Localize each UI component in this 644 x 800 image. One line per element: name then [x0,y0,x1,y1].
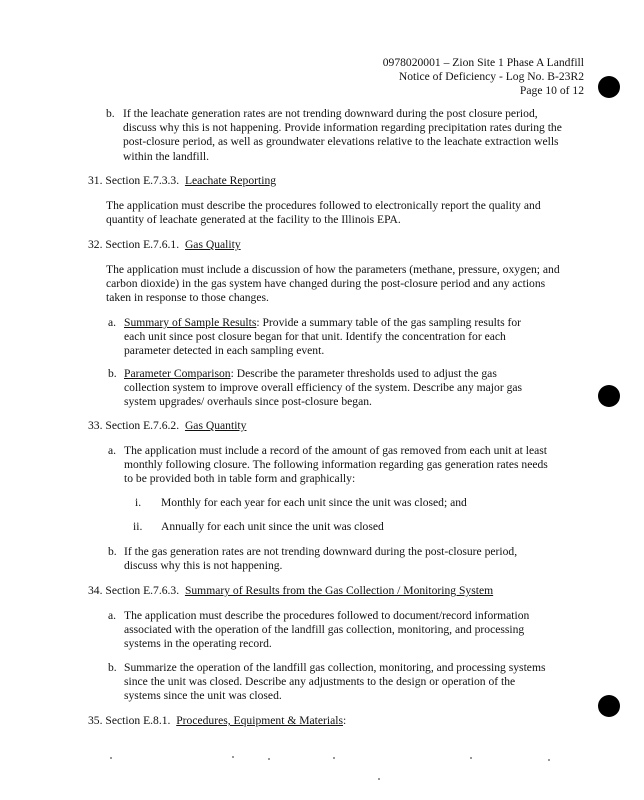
section-33-i-text: Monthly for each year for each unit since the unit was closed; and [161,496,467,509]
scan-speck [470,757,472,759]
section-34-b-text: Summarize the operation of the landfill gas collection, monitoring, and processing systems since the unit was closed. Describe any adjustments to the design or operation of the systems since the unit was closed. [124,661,546,703]
section-31-body: The application must describe the procedures followed to electronically report the quality and quantity of leachate generated at the facility to the Illinois EPA. [106,199,541,227]
section-35-heading [88,714,346,728]
section-33-a-letter: a. [108,444,117,457]
section-32-b-text [124,367,544,410]
section-33-a-text: The application must include a record of the amount of gas removed from each unit at least monthly following closure. The following information regarding gas generation rates needs to be provided both in table form and graphically: [124,444,548,486]
section-35-number: 35. Section E.8.1. [88,714,171,727]
section-32-a-letter: a. [108,316,117,329]
section-34-b-letter: b. [108,661,117,674]
header-site-line: 0978020001 – Zion Site 1 Phase A Landfill [382,56,584,69]
page-header [383,56,584,98]
header-page-number: Page 10 of 12 [519,84,584,97]
section-32-a-text [124,316,544,359]
scan-speck [378,778,380,780]
scan-speck [548,759,550,761]
punch-hole-middle [598,385,620,407]
section-33-ii-text: Annually for each unit since the unit was closed [161,520,384,533]
section-33-title: Gas Quantity [184,419,247,432]
section-33-heading [88,419,246,433]
section-31-number: 31. Section E.7.3.3. [88,174,180,187]
item-b-letter: b. [106,107,115,120]
section-35-suffix: : [343,714,347,727]
section-32-body: The application must include a discussion of how the parameters (methane, pressure, oxygen; and carbon dioxide) in the gas system have changed during the post-closure period and any actions taken in response to those changes. [106,263,560,305]
section-32-b-body: : Describe the parameter thresholds used to adjust the gas collection system to improve overall efficiency of the system. Describe any major gas system upgrades/ overhauls since post-closure began. [124,367,523,409]
section-31-heading [88,174,276,188]
scan-speck [268,758,270,760]
section-32-title: Gas Quality [184,238,241,251]
section-34-a-letter: a. [108,609,117,622]
section-34-title: Summary of Results from the Gas Collection / Monitoring System [184,584,494,597]
section-32-heading [88,238,241,252]
section-33-b-letter: b. [108,545,117,558]
punch-hole-bottom [598,695,620,717]
section-31-title: Leachate Reporting [184,174,277,187]
section-34-heading [88,584,493,598]
scan-speck [110,757,112,759]
section-33-ii-label: ii. [133,520,143,533]
scan-speck [333,757,335,759]
section-35-title: Procedures, Equipment & Materials [176,714,344,727]
section-33-number: 33. Section E.7.6.2. [88,419,180,432]
section-34-a-text: The application must describe the procedures followed to document/record information associated with the operation of the landfill gas collection, monitoring, and processing systems in the operating record. [124,609,530,651]
section-33-b-text: If the gas generation rates are not trending downward during the post-closure period, discuss why this is not happening. [124,545,518,573]
section-32-a-body: : Provide a summary table of the gas sampling results for each unit since post closure began for that unit. Identify the concentration for each parameter detected in each sampling event. [124,316,522,358]
scan-speck [232,756,234,758]
section-34-number: 34. Section E.7.6.3. [88,584,180,597]
item-b-text: If the leachate generation rates are not trending downward during the post closure period, discuss why this is not happening. Provide information regarding precipitation rates during the post-closure period, as well as groundwater elevations relative to the leachate extraction wells within the landfill. [123,107,562,163]
section-32-a-title: Summary of Sample Results [124,316,257,329]
section-32-b-letter: b. [108,367,117,380]
section-32-b-title: Parameter Comparison [124,367,231,380]
section-33-i-label: i. [135,496,142,509]
punch-hole-top [598,76,620,98]
header-log-line: Notice of Deficiency - Log No. B-23R2 [398,70,584,83]
section-32-number: 32. Section E.7.6.1. [88,238,180,251]
